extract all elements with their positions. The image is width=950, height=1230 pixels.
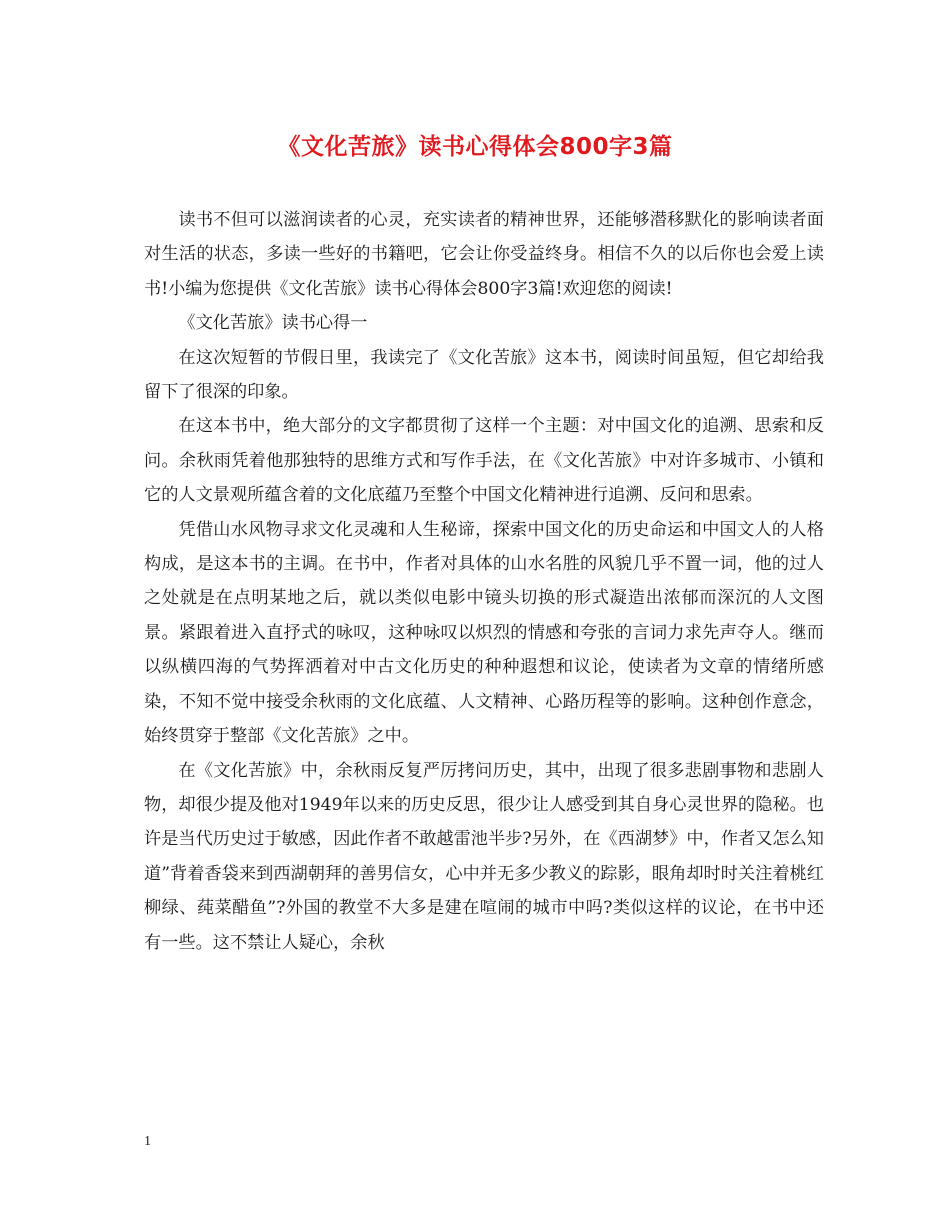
- paragraph-1: 在这次短暂的节假日里，我读完了《文化苦旅》这本书，阅读时间虽短，但它却给我留下了很深的印象。: [144, 347, 824, 403]
- paragraph-4: 在《文化苦旅》中，余秋雨反复严厉拷问历史，其中，出现了很多悲剧事物和悲剧人物，却很少提及他对1949年以来的历史反思，很少让人感受到其自身心灵世界的隐秘。也许是当代历史过于敏感，因此作者不敢越雷池半步?另外，在《西湖梦》中，作者又怎么知道”背着香袋来到西湖朝拜的善男信女，心中并无多少教义的踪影，眼角却时时关注着桃红柳绿、莼菜醋鱼”?外国的教堂不大多是建在喧闹的城市中吗?类似这样的议论，在书中还有一些。这不禁让人疑心，余秋: [144, 760, 824, 953]
- document-title: 《文化苦旅》读书心得体会800字3篇: [277, 134, 673, 160]
- paragraph-intro: 读书不但可以滋润读者的心灵，充实读者的精神世界，还能够潜移默化的影响读者面对生活的状态，多读一些好的书籍吧，它会让你受益终身。相信不久的以后你也会爱上读书!小编为您提供《文化苦旅》读书心得体会800字3篇!欢迎您的阅读!: [144, 210, 824, 299]
- paragraph-3: 凭借山水风物寻求文化灵魂和人生秘谛，探索中国文化的历史命运和中国文人的人格构成，是这本书的主调。在书中，作者对具体的山水名胜的风貌几乎不置一词，他的过人之处就是在点明某地之后，就以类似电影中镜头切换的形式凝造出浓郁而深沉的人文图景。紧跟着进入直抒式的咏叹，这种咏叹以炽烈的情感和夸张的言词力求先声夺人。继而以纵横四海的气势挥洒着对中古文化历史的种种遐想和议论，使读者为文章的情绪所感染，不知不觉中接受余秋雨的文化底蕴、人文精神、心路历程等的影响。这种创作意念，始终贯穿于整部《文化苦旅》之中。: [144, 519, 824, 747]
- page-number: 1: [144, 1134, 151, 1149]
- paragraph-2: 在这本书中，绝大部分的文字都贯彻了这样一个主题：对中国文化的追溯、思索和反问。余秋雨凭着他那独特的思维方式和写作手法，在《文化苦旅》中对许多城市、小镇和它的人文景观所蕴含着的文化底蕴乃至整个中国文化精神进行追溯、反问和思索。: [144, 416, 824, 506]
- section-heading-one: 《文化苦旅》读书心得一: [178, 313, 368, 334]
- document-body: [144, 203, 824, 960]
